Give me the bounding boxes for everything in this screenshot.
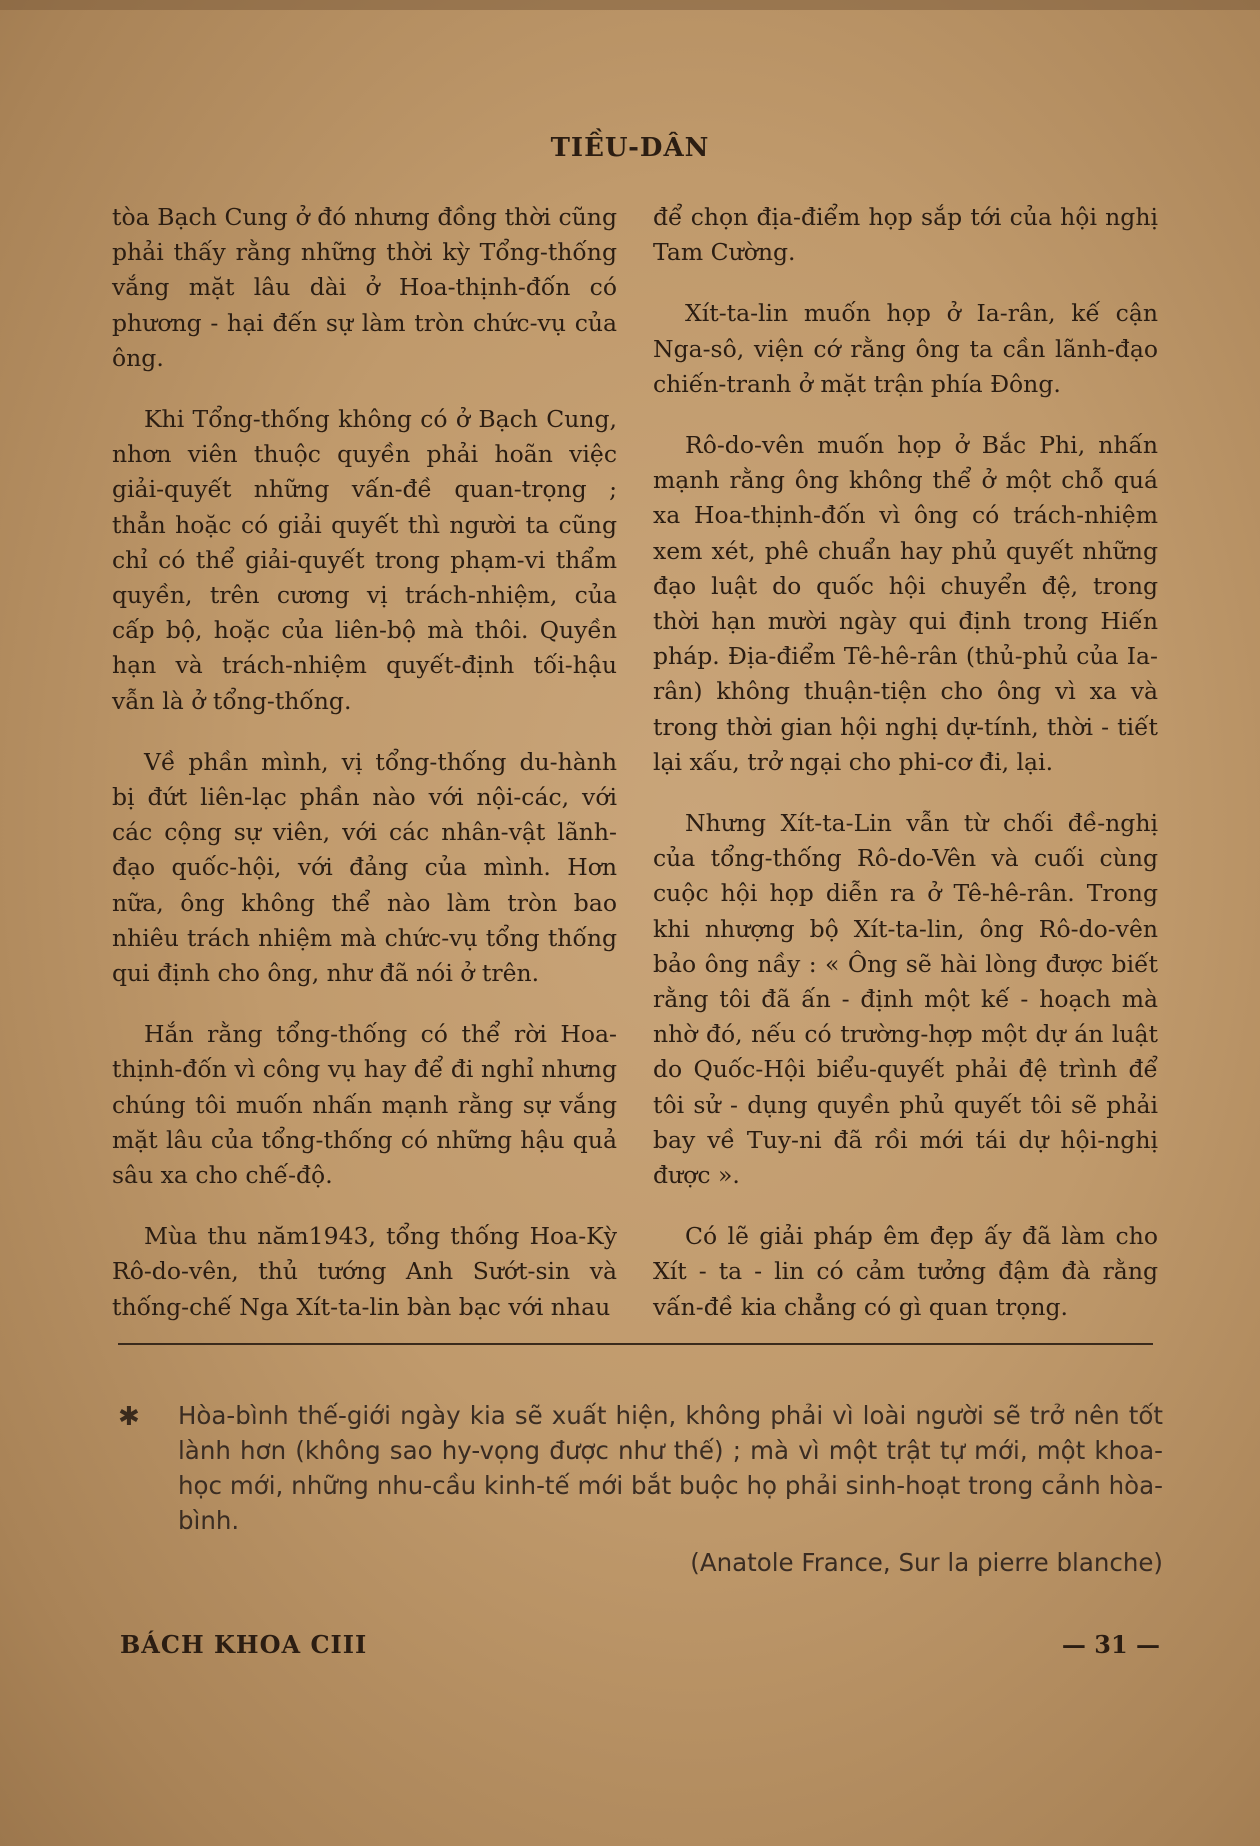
asterisk-icon: ✱	[118, 1402, 140, 1432]
running-header: TIỀU-DÂN	[550, 133, 710, 163]
paragraph: để chọn địa-điểm họp sắp tới của hội nghị Tam Cường.	[653, 203, 1158, 267]
page-number: — 31 —	[1061, 1630, 1160, 1659]
left-column	[112, 200, 617, 1351]
quote-attribution: (Anatole France, Sur la pierre blanche)	[690, 1548, 1163, 1577]
paragraph: Mùa thu năm1943, tổng thống Hoa-Kỳ Rô-do-vên, thủ tướng Anh Sướt-sin và thống-chế Nga Xít-ta-lin bàn bạc với nhau	[112, 1222, 617, 1321]
paragraph: Về phần mình, vị tổng-thống du-hành bị đứt liên-lạc phần nào với nội-các, với các cộng sự viên, với các nhân-vật lãnh-đạo quốc-hội, với đảng của mình. Hơn nữa, ông không thể nào làm tròn bao nhiêu trách nhiệm mà chức-vụ tổng thống qui định cho ông, như đã nói ở trên.	[112, 747, 617, 988]
right-column	[653, 200, 1158, 1351]
paragraph: Hắn rằng tổng-thống có thể rời Hoa-thịnh-đốn vì công vụ hay để đi nghỉ nhưng chúng tôi muốn nhấn mạnh rằng sự vắng mặt lâu của tổng-thống có những hậu quả sâu xa cho chế-độ.	[112, 1020, 617, 1190]
divider	[118, 1343, 1153, 1345]
paragraph: Rô-do-vên muốn họp ở Bắc Phi, nhấn mạnh rằng ông không thể ở một chỗ quá xa Hoa-thịnh-đốn vì ông có trách-nhiệm xem xét, phê chuẩn hay phủ quyết những đạo luật do quốc hội chuyển đệ, trong thời hạn mười ngày qui định trong Hiến pháp. Địa-điểm Tê-hê-rân (thủ-phủ của Ia-rân) không thuận-tiện cho ông vì xa và trong thời gian hội nghị dự-tính, thời - tiết lại xấu, trở ngại cho phi-cơ đi, lại.	[653, 431, 1158, 776]
magazine-name: BÁCH KHOA CIII	[120, 1630, 368, 1659]
paragraph: Xít-ta-lin muốn họp ở Ia-rân, kế cận Nga-sô, viện cớ rằng ông ta cần lãnh-đạo chiến-tranh ở mặt trận phía Đông.	[653, 299, 1158, 398]
paragraph: tòa Bạch Cung ở đó nhưng đồng thời cũng phải thấy rằng những thời kỳ Tổng-thống vắng mặt lâu dài ở Hoa-thịnh-đốn có phương - hại đến sự làm tròn chức-vụ của ông.	[112, 203, 617, 372]
epigraph-quote	[118, 1398, 1163, 1538]
page-top-edge	[0, 0, 1260, 10]
paragraph: Khi Tổng-thống không có ở Bạch Cung, nhơn viên thuộc quyền phải hoãn việc giải-quyết những vấn-đề quan-trọng ; thẳn hoặc có giải quyết thì người ta cũng chỉ có thể giải-quyết trong phạm-vi thẩm quyền, trên cương vị trách-nhiệm, của cấp bộ, hoặc của liên-bộ mà thôi. Quyền hạn và trách-nhiệm quyết-định tối-hậu vẫn là ở tổng-thống.	[112, 405, 617, 715]
paragraph: Nhưng Xít-ta-Lin vẫn từ chối đề-nghị của tổng-thống Rô-do-Vên và cuối cùng cuộc hội họp diễn ra ở Tê-hê-rân. Trong khi nhượng bộ Xít-ta-lin, ông Rô-do-vên bảo ông nầy : « Ông sẽ hài lòng được biết rằng tôi đã ấn - định một kế - hoạch mà nhờ đó, nếu có trường-hợp một dự án luật do Quốc-Hội biểu-quyết phải đệ trình để tôi sử - dụng quyền phủ quyết tôi sẽ phải bay về Tuy-ni đã rồi mới tái dự hội-nghị được ».	[653, 809, 1158, 1190]
quote-text: Hòa-bình thế-giới ngày kia sẽ xuất hiện, không phải vì loài người sẽ trở nên tốt lành hơn (không sao hy-vọng được như thế) ; mà vì một trật tự mới, một khoa-học mới, những nhu-cầu kinh-tế mới bắt buộc họ phải sinh-hoạt trong cảnh hòa-bình.	[178, 1401, 1163, 1535]
paragraph: Có lẽ giải pháp êm đẹp ấy đã làm cho Xít - ta - lin có cảm tưởng đậm đà rằng vấn-đề kia chẳng có gì quan trọng.	[653, 1222, 1158, 1321]
